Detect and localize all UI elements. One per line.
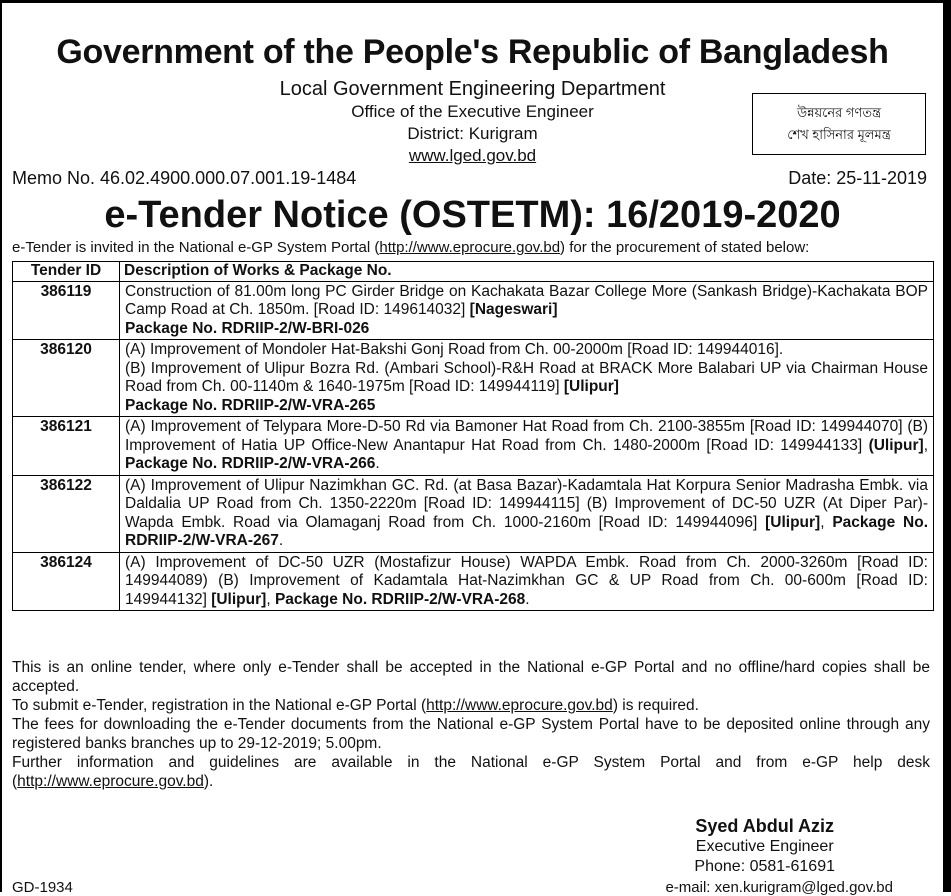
- description-text: Construction of 81.00m long PC Girder Bridge on Kachakata Bazar College More (Sankash Bridge)-Kachakata BOP Camp Road at Ch. 1850m. [Road ID: 149614032]: [125, 282, 928, 318]
- description-cell: (A) Improvement of DC-50 UZR (Mostafizur House) WAPDA Embk. Road from Ch. 2000-3260m [Road ID: 149944089) (B) Improvement of Kadamtala Hat-Nazimkhan GC & UP Road from Ch. 00-600m [Road ID: 149944132] [Ulipur], Package No. RDRIIP-2/W-VRA-268.: [120, 552, 934, 611]
- package-number: Package No. RDRIIP-2/W-BRI-026: [125, 319, 370, 337]
- package-number: Package No. RDRIIP-2/W-VRA-266: [125, 455, 376, 472]
- intro-after: ) for the procurement of stated below:: [560, 239, 810, 256]
- tender-id-cell: 386119: [13, 281, 120, 340]
- table-row: [13, 475, 934, 552]
- package-number: Package No. RDRIIP-2/W-VRA-268: [274, 590, 526, 608]
- tender-table: [12, 261, 934, 611]
- description-text: (A) Improvement of Telypara More-D-50 Rd via Bamoner Hat Road from Ch. 2100-3855m [Road ID: 149944070] (B) Improvement of Hatia UP Office-New Anantapur Hat Road from Ch. 1480-2000m [Road ID: 149944133]: [125, 418, 928, 454]
- terms-text: ) is required.: [612, 697, 699, 714]
- slogan-box: [752, 93, 926, 155]
- signer-phone: Phone: 0581-61691: [694, 857, 835, 875]
- signer-title: Executive Engineer: [695, 838, 834, 855]
- eprocure-link[interactable]: http://www.eprocure.gov.bd: [379, 239, 561, 256]
- memo-number: Memo No. 46.02.4900.000.07.001.19-1484: [12, 168, 357, 188]
- signer-name: Syed Abdul Aziz: [695, 816, 835, 836]
- description-cell: [120, 281, 934, 340]
- eprocure-link[interactable]: http://www.eprocure.gov.bd: [17, 773, 204, 790]
- tender-id-cell: 386122: [13, 475, 120, 552]
- description-text: (A) Improvement of DC-50 UZR (Mostafizur House) WAPDA Embk. Road from Ch. 2000-3260m [Road ID: 149944089) (B) Improvement of Kadamtala Hat-Nazimkhan GC & UP Road from Ch. 00-600m [Road ID: 149944132]: [125, 553, 928, 608]
- area-label: [Ulipur]: [563, 378, 619, 395]
- intro-before: e-Tender is invited in the National e-GP System Portal (: [12, 239, 380, 256]
- description-text-a: (A) Improvement of Mondoler Hat-Bakshi Gonj Road from Ch. 00-2000m [Road ID: 149944016].: [125, 341, 784, 358]
- description-cell: [120, 340, 934, 417]
- table-row: [13, 417, 934, 476]
- notice-title: e-Tender Notice (OSTETM): 16/2019-2020: [104, 194, 841, 236]
- area-label: (Ulipur]: [868, 436, 924, 454]
- package-number: Package No. RDRIIP-2/W-VRA-267: [125, 513, 928, 549]
- slogan-line-2: শেখ হাসিনার মূলমন্ত্র: [787, 127, 891, 142]
- government-title: Government of the People's Republic of Bangladesh: [56, 33, 889, 71]
- slogan-line-1: উন্নয়নের গণতন্ত্র: [796, 105, 882, 120]
- header-description: Description of Works & Package No.: [120, 262, 934, 282]
- signature-block: [694, 815, 835, 876]
- header-tender-id: Tender ID: [13, 262, 120, 282]
- area-label: [Ulipur]: [211, 590, 267, 608]
- terms-section: [12, 658, 930, 791]
- table-row: [13, 340, 934, 417]
- office-name: Office of the Executive Engineer: [351, 102, 594, 121]
- area-label: [Ulipur]: [765, 513, 821, 531]
- package-number: Package No. RDRIIP-2/W-VRA-265: [125, 396, 376, 414]
- terms-paragraph-2: [12, 696, 930, 715]
- district-name: District: Kurigram: [407, 124, 538, 143]
- terms-paragraph-4: Further information and guidelines are available in the National e-GP System Portal and from e-GP help desk (http://www.eprocure.gov.bd).: [12, 754, 930, 790]
- table-row: [13, 281, 934, 340]
- table-row: [13, 552, 934, 611]
- tender-id-cell: 386121: [13, 417, 120, 476]
- gd-number: GD-1934: [12, 879, 73, 896]
- tender-id-cell: 386120: [13, 340, 120, 417]
- eprocure-link[interactable]: http://www.eprocure.gov.bd: [426, 697, 613, 714]
- notice-date: Date: 25-11-2019: [788, 168, 927, 188]
- table-header-row: [13, 262, 934, 282]
- terms-paragraph-3: The fees for downloading the e-Tender documents from the National e-GP System Portal have to be deposited online through any registered banks branches up to 29-12-2019; 5.00pm.: [12, 716, 930, 752]
- description-cell: (A) Improvement of Ulipur Nazimkhan GC. Rd. (at Basa Bazar)-Kadamtala Hat Korpura Senior Madrasha Embk. via Daldalia UP Road from Ch. 1350-2220m [Road ID: 149944115] (B) Improvement of DC-50 UZR (At Diper Par)-Wapda Embk. Road via Olamaganj Road from Ch. 1000-2160m [Road ID: 149944096] [Ulipur], Package No. RDRIIP-2/W-VRA-267.: [120, 475, 934, 552]
- terms-paragraph-1: This is an online tender, where only e-Tender shall be accepted in the National e-GP Portal and no offline/hard copies shall be accepted.: [12, 659, 930, 695]
- terms-text: Further information and guidelines are available in the National e-GP System Portal and from e-GP help desk: [12, 754, 930, 771]
- department-name: Local Government Engineering Department: [279, 78, 666, 100]
- description-text: (A) Improvement of Ulipur Nazimkhan GC. Rd. (at Basa Bazar)-Kadamtala Hat Korpura Senior Madrasha Embk. via Daldalia UP Road from Ch. 1350-2220m [Road ID: 149944115] (B) Improvement of DC-50 UZR (At Diper Par)-Wapda Embk. Road via Olamaganj Road from Ch. 1000-2160m [Road ID: 149944096]: [125, 476, 928, 531]
- signer-email: e-mail: xen.kurigram@lged.gov.bd: [665, 879, 893, 896]
- description-cell: (A) Improvement of Telypara More-D-50 Rd via Bamoner Hat Road from Ch. 2100-3855m [Road ID: 149944070] (B) Improvement of Hatia UP Office-New Anantapur Hat Road from Ch. 1480-2000m [Road ID: 149944133] (Ulipur], Package No. RDRIIP-2/W-VRA-266.: [120, 417, 934, 476]
- intro-text: [12, 239, 809, 256]
- tender-id-cell: 386124: [13, 552, 120, 611]
- terms-text: ).: [203, 773, 214, 790]
- terms-text: To submit e-Tender, registration in the National e-GP Portal (: [12, 697, 427, 714]
- description-text-b: (B) Improvement of Ulipur Bozra Rd. (Ambari School)-R&H Road at BRACK More Balabari UP via Chairman House Road from Ch. 00-1140m & 1640-1975m [Road ID: 149944119]: [125, 359, 928, 395]
- area-label: [Nageswari]: [469, 301, 558, 318]
- website-link[interactable]: www.lged.gov.bd: [408, 146, 537, 165]
